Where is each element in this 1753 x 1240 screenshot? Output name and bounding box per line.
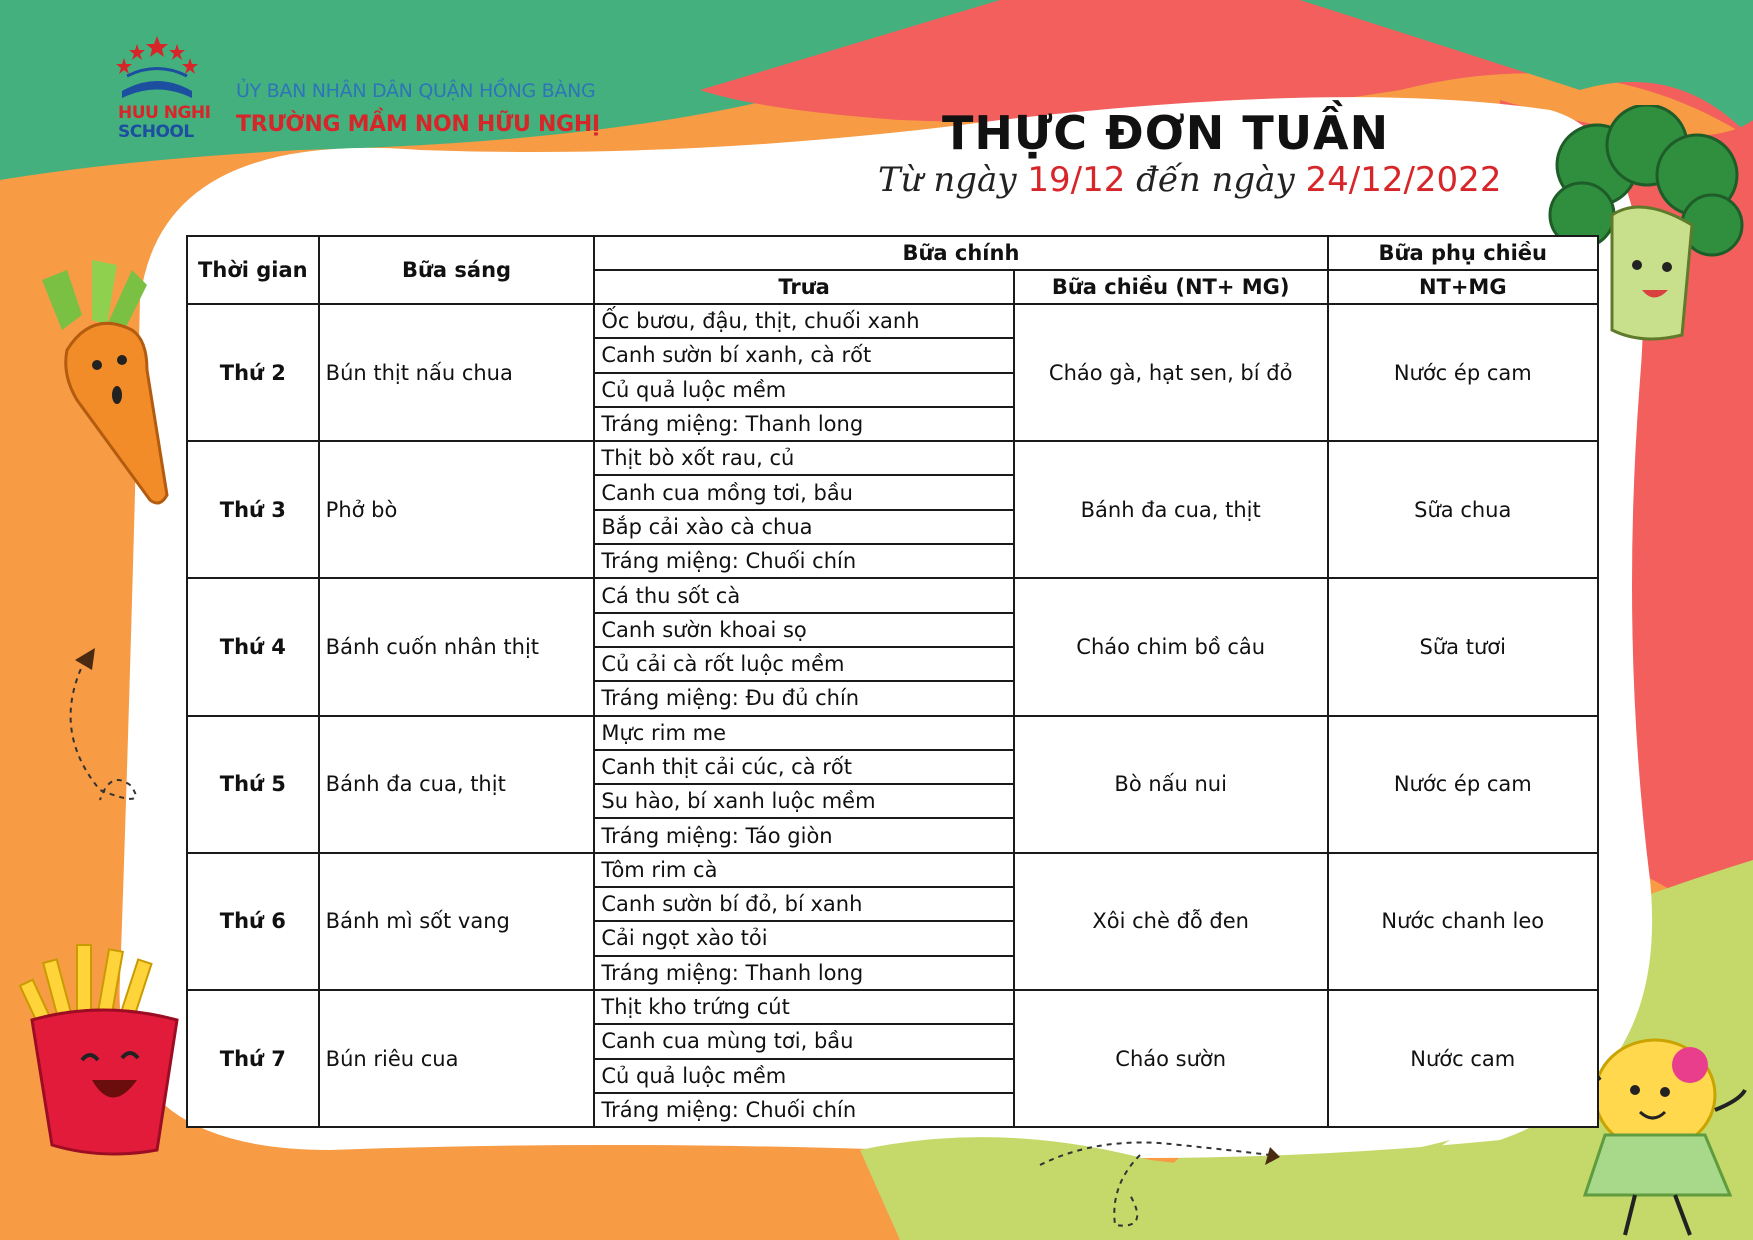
header-snack-sub: NT+MG	[1328, 270, 1598, 304]
date-range	[878, 160, 1501, 200]
lunch-dish-cell: Canh sườn khoai sọ	[594, 613, 1013, 647]
header-afternoon: Bữa chiều (NT+ MG)	[1014, 270, 1328, 304]
logo-text-line2: SCHOOL	[118, 122, 194, 142]
day-cell: Thứ 3	[187, 441, 319, 578]
lunch-dish-cell: Tôm rim cà	[594, 853, 1013, 887]
snack-cell: Nước ép cam	[1328, 716, 1598, 853]
lunch-dish-cell: Tráng miệng: Chuối chín	[594, 544, 1013, 578]
dashed-arrow-icon	[50, 640, 160, 820]
day-cell: Thứ 4	[187, 578, 319, 715]
lunch-dish-cell: Su hào, bí xanh luộc mềm	[594, 784, 1013, 818]
lunch-dish-cell: Ốc bươu, đậu, thịt, chuối xanh	[594, 304, 1013, 338]
lunch-dish-cell: Củ cải cà rốt luộc mềm	[594, 647, 1013, 681]
day-cell: Thứ 6	[187, 853, 319, 990]
day-cell: Thứ 2	[187, 304, 319, 441]
table-row	[187, 578, 1598, 612]
lunch-dish-cell: Tráng miệng: Đu đủ chín	[594, 681, 1013, 715]
carrot-icon	[22, 250, 172, 510]
lunch-dish-cell: Tráng miệng: Táo giòn	[594, 818, 1013, 852]
lunch-dish-cell: Củ quả luộc mềm	[594, 1059, 1013, 1093]
lunch-dish-cell: Bắp cải xào cà chua	[594, 510, 1013, 544]
lunch-dish-cell: Cá thu sốt cà	[594, 578, 1013, 612]
afternoon-cell: Xôi chè đỗ đen	[1014, 853, 1328, 990]
lunch-dish-cell: Mực rim me	[594, 716, 1013, 750]
start-date: 19/12	[1027, 160, 1126, 200]
breakfast-cell: Bánh mì sốt vang	[319, 853, 595, 990]
lunch-dish-cell: Thịt kho trứng cút	[594, 990, 1013, 1024]
lunch-dish-cell: Cải ngọt xào tỏi	[594, 921, 1013, 955]
afternoon-cell: Bánh đa cua, thịt	[1014, 441, 1328, 578]
afternoon-cell: Cháo sườn	[1014, 990, 1328, 1127]
lunch-dish-cell: Củ quả luộc mềm	[594, 373, 1013, 407]
header-time: Thời gian	[187, 236, 319, 304]
breakfast-cell: Bánh đa cua, thịt	[319, 716, 595, 853]
school-name: TRƯỜNG MẦM NON HỮU NGHỊ	[236, 112, 600, 137]
day-cell: Thứ 7	[187, 990, 319, 1127]
afternoon-cell: Cháo chim bồ câu	[1014, 578, 1328, 715]
table-row	[187, 990, 1598, 1024]
date-prefix: Từ ngày	[878, 160, 1028, 200]
snack-cell: Sữa tươi	[1328, 578, 1598, 715]
lunch-dish-cell: Canh cua mùng tơi, bầu	[594, 1024, 1013, 1058]
lunch-dish-cell: Tráng miệng: Chuối chín	[594, 1093, 1013, 1127]
table-row	[187, 441, 1598, 475]
lunch-dish-cell: Canh sườn bí đỏ, bí xanh	[594, 887, 1013, 921]
lunch-dish-cell: Canh cua mồng tơi, bầu	[594, 475, 1013, 509]
date-middle: đến ngày	[1125, 160, 1306, 200]
snack-cell: Nước cam	[1328, 990, 1598, 1127]
snack-cell: Nước chanh leo	[1328, 853, 1598, 990]
lunch-dish-cell: Tráng miệng: Thanh long	[594, 407, 1013, 441]
page-title: THỰC ĐƠN TUẦN	[942, 106, 1390, 160]
breakfast-cell: Phở bò	[319, 441, 595, 578]
logo-text-line1: HUU NGHI	[118, 103, 211, 123]
afternoon-cell: Bò nấu nui	[1014, 716, 1328, 853]
lunch-dish-cell: Thịt bò xốt rau, củ	[594, 441, 1013, 475]
table-row	[187, 853, 1598, 887]
table-row	[187, 716, 1598, 750]
afternoon-cell: Cháo gà, hạt sen, bí đỏ	[1014, 304, 1328, 441]
lunch-dish-cell: Tráng miệng: Thanh long	[594, 956, 1013, 990]
header-breakfast: Bữa sáng	[319, 236, 595, 304]
table-row	[187, 304, 1598, 338]
header-main-meal: Bữa chính	[594, 236, 1327, 270]
breakfast-cell: Bún riêu cua	[319, 990, 595, 1127]
fries-icon	[12, 940, 192, 1160]
org-authority: ỦY BAN NHÂN DÂN QUẬN HỒNG BÀNG	[236, 80, 596, 102]
end-date: 24/12/2022	[1305, 160, 1502, 200]
dashed-arrow-icon	[1030, 1125, 1280, 1240]
weekly-menu-table	[186, 235, 1599, 1128]
lunch-dish-cell: Canh sườn bí xanh, cà rốt	[594, 338, 1013, 372]
header-snack: Bữa phụ chiều	[1328, 236, 1598, 270]
breakfast-cell: Bánh cuốn nhân thịt	[319, 578, 595, 715]
lunch-dish-cell: Canh thịt cải cúc, cà rốt	[594, 750, 1013, 784]
snack-cell: Nước ép cam	[1328, 304, 1598, 441]
snack-cell: Sữa chua	[1328, 441, 1598, 578]
header-lunch: Trưa	[594, 270, 1013, 304]
day-cell: Thứ 5	[187, 716, 319, 853]
breakfast-cell: Bún thịt nấu chua	[319, 304, 595, 441]
menu-body	[187, 304, 1598, 1127]
